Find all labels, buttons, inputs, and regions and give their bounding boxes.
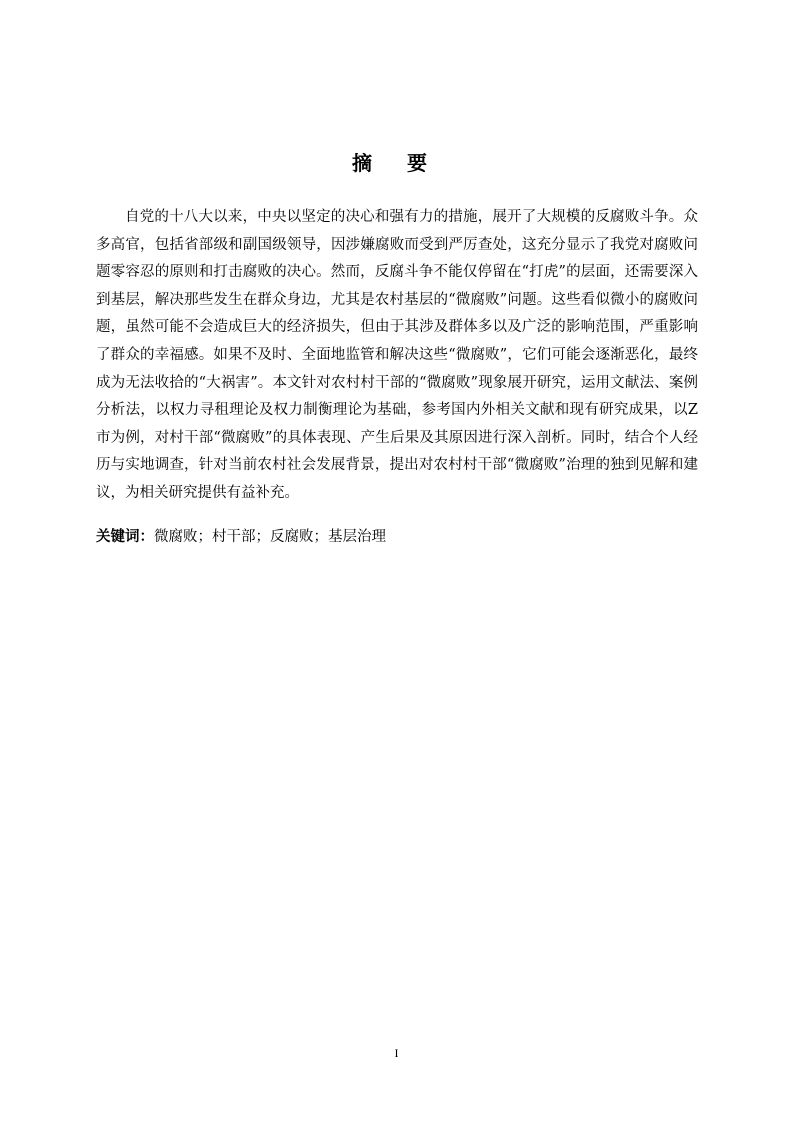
keywords-line [96,524,698,551]
keywords-label: 关键词： [96,529,154,545]
abstract-paragraph: 自党的十八大以来，中央以坚定的决心和强有力的措施，展开了大规模的反腐败斗争。众多高官，包括省部级和副国级领导，因涉嫌腐败而受到严厉查处，这充分显示了我党对腐败问题零容忍的原则和打击腐败的决心。然而，反腐斗争不能仅停留在“打虎”的层面，还需要深入到基层，解决那些发生在群众身边，尤其是农村基层的“微腐败”问题。这些看似微小的腐败问题，虽然可能不会造成巨大的经济损失，但由于其涉及群体多以及广泛的影响范围，严重影响了群众的幸福感。如果不及时、全面地监管和解决这些“微腐败”，它们可能会逐渐恶化，最终成为无法收拾的“大祸害”。本文针对农村村干部的“微腐败”现象展开研究，运用文献法、案例分析法，以权力寻租理论及权力制衡理论为基础，参考国内外相关文献和现有研究成果，以Z市为例，对村干部“微腐败”的具体表现、产生后果及其原因进行深入剖析。同时，结合个人经历与实地调查，针对当前农村社会发展背景，提出对农村村干部“微腐败”治理的独到见解和建议，为相关研究提供有益补充。 [96,209,698,501]
keywords-value: 微腐败；村干部；反腐败；基层治理 [154,529,386,545]
page-number: I [394,1046,399,1060]
abstract-heading: 摘 要 [352,151,441,175]
